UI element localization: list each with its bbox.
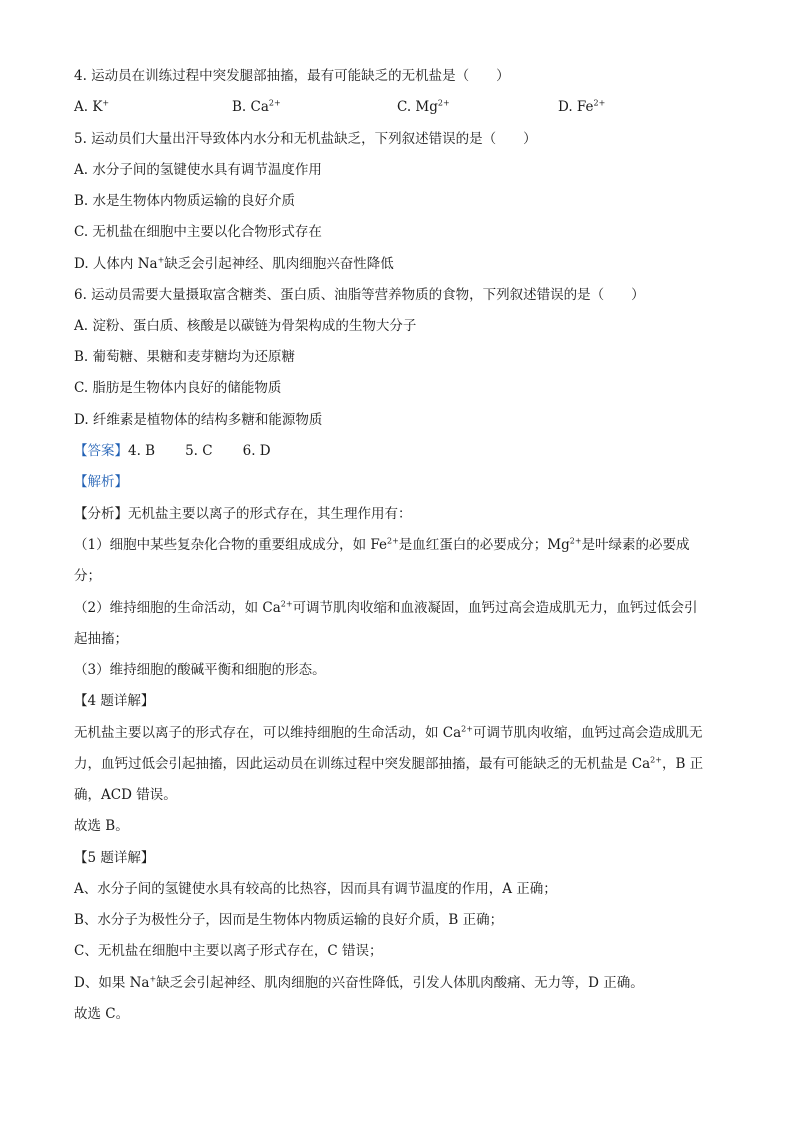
q5-option-a: A. 水分子间的氢键使水具有调节温度作用 <box>74 162 322 178</box>
detail5-item-a: A、水分子间的氢键使水具有较高的比热容，因而具有调节温度的作用，A 正确； <box>74 881 557 897</box>
analysis-intro: 【分析】无机盐主要以离子的形式存在，其生理作用有： <box>74 506 412 522</box>
q6-option-d: D. 纤维素是植物体的结构多糖和能源物质 <box>74 412 323 428</box>
answer-line <box>74 441 271 461</box>
answer-4: 4. B <box>128 443 156 459</box>
q5-option-d: D. 人体内 Na+缺乏会引起神经、肌肉细胞兴奋性降低 <box>74 255 394 272</box>
q5-stem: 5. 运动员们大量出汗导致体内水分和无机盐缺乏，下列叙述错误的是（ ） <box>74 131 537 147</box>
analysis-point-3: （3）维持细胞的酸碱平衡和细胞的形态。 <box>74 662 326 678</box>
q6-option-a: A. 淀粉、蛋白质、核酸是以碳链为骨架构成的生物大分子 <box>74 318 417 334</box>
q6-stem: 6. 运动员需要大量摄取富含糖类、蛋白质、油脂等营养物质的食物，下列叙述错误的是（ ） <box>74 287 645 303</box>
detail5-item-c: C、无机盐在细胞中主要以离子形式存在，C 错误； <box>74 943 383 959</box>
detail5-item-b: B、水分子为极性分子，因而是生物体内物质运输的良好介质，B 正确； <box>74 912 504 928</box>
q5-option-c: C. 无机盐在细胞中主要以化合物形式存在 <box>74 224 322 240</box>
analysis-point-2-cont: 起抽搐； <box>74 631 128 647</box>
analysis-point-1-cont: 分； <box>74 568 101 584</box>
analysis-label: 【解析】 <box>74 474 128 490</box>
answer-6: 6. D <box>242 443 271 459</box>
detail5-heading: 【5 题详解】 <box>74 850 155 866</box>
detail4-line-2: 力，血钙过低会引起抽搐，因此运动员在训练过程中突发腿部抽搐，最有可能缺乏的无机盐是 $Ca^{2+}$，B 正 <box>74 755 704 772</box>
analysis-point-2: （2）维持细胞的生命活动，如 $Ca^{2+}$可调节肌肉收缩和血液凝固，血钙过高会造成肌无力，血钙过低会引 <box>74 599 698 616</box>
detail4-heading: 【4 题详解】 <box>74 693 155 709</box>
detail4-line-3: 确，ACD 错误。 <box>74 787 177 803</box>
q4-stem: 4. 运动员在训练过程中突发腿部抽搐，最有可能缺乏的无机盐是（ ） <box>74 68 510 84</box>
q4-option-d: D. $Fe^{2+}$ <box>558 98 606 115</box>
q4-option-a: A. K+ <box>74 98 110 115</box>
detail4-line-1: 无机盐主要以离子的形式存在，可以维持细胞的生命活动，如 $Ca^{2+}$可调节肌肉收缩，血钙过高会造成肌无 <box>74 724 703 741</box>
q4-option-b: B. $Ca^{2+}$ <box>232 98 281 115</box>
q6-option-b: B. 葡萄糖、果糖和麦芽糖均为还原糖 <box>74 349 296 365</box>
answer-label: 【答案】 <box>74 443 128 459</box>
detail5-conclusion: 故选 C。 <box>74 1006 130 1022</box>
analysis-point-1: （1）细胞中某些复杂化合物的重要组成成分，如 $Fe^{2+}$是血红蛋白的必要成分；$Mg^{2+}$是叶绿素的必要成 <box>74 536 690 553</box>
q5-option-b: B. 水是生物体内物质运输的良好介质 <box>74 193 296 209</box>
q6-option-c: C. 脂肪是生物体内良好的储能物质 <box>74 380 282 396</box>
detail4-conclusion: 故选 B。 <box>74 818 129 834</box>
q4-option-c: C. $Mg^{2+}$ <box>397 98 450 115</box>
answer-5: 5. C <box>185 443 213 459</box>
detail5-item-d: D、如果 Na+缺乏会引起神经、肌肉细胞的兴奋性降低，引发人体肌肉酸痛、无力等，D 正确。 <box>74 974 644 991</box>
